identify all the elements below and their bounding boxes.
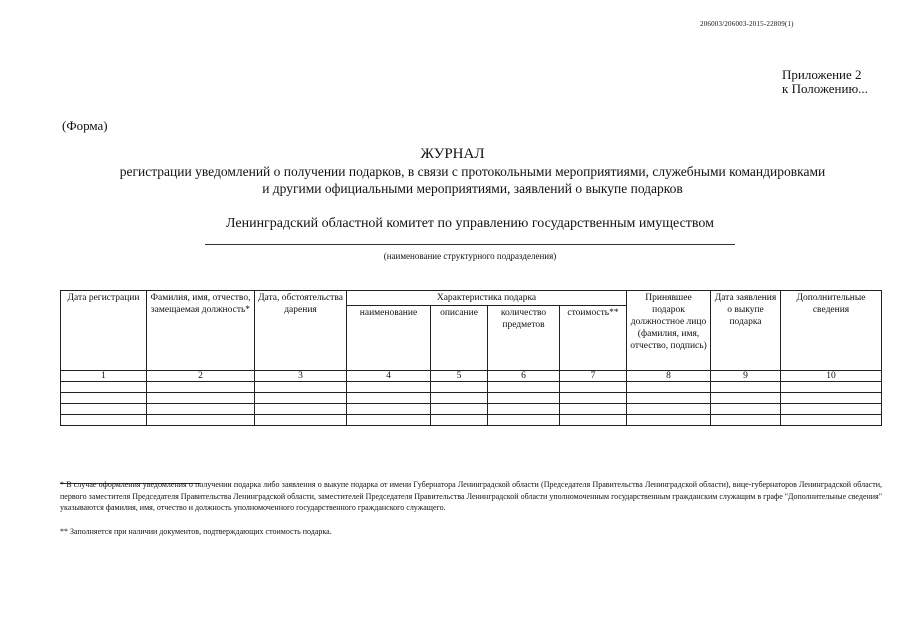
table-cell [347,382,431,393]
column-number: 1 [61,371,147,382]
table-cell [560,404,627,415]
table-cell [488,382,560,393]
column-number: 6 [488,371,560,382]
column-number: 10 [781,371,882,382]
table-cell [627,404,711,415]
header-gift-value: стоимость** [560,306,627,371]
appendix-line-1: Приложение 2 [782,67,862,82]
registration-table [60,290,882,426]
table-row [61,415,882,426]
column-number-row [61,371,882,382]
header-receiving-official: Принявшее подарок должностное лицо (фамилия, имя, отчество, подпись) [627,291,711,371]
organization-name: Ленинградский областной комитет по управлению государственным имуществом [225,216,715,231]
table-header-row [61,291,882,306]
appendix-reference [782,68,868,96]
header-gift-quantity: количество предметов [488,306,560,371]
journal-subtitle [40,163,905,197]
column-number: 9 [711,371,781,382]
table-row [61,382,882,393]
column-number: 2 [147,371,255,382]
table-cell [147,415,255,426]
table-cell [781,404,882,415]
table-cell [431,393,488,404]
table-cell [781,415,882,426]
header-gift-name: наименование [347,306,431,371]
header-additional-info: Дополнительные сведения [781,291,882,371]
table-cell [255,404,347,415]
journal-title: ЖУРНАЛ [420,146,485,162]
footnote-2: ** Заполняется при наличии документов, подтверждающих стоимость подарка. [60,527,332,536]
table-cell [781,393,882,404]
table-row [61,393,882,404]
header-registration-date: Дата регистрации [61,291,147,371]
organization-underline [205,244,735,245]
table-cell [560,393,627,404]
table-cell [488,393,560,404]
table-cell [147,404,255,415]
table-cell [61,393,147,404]
table-row [61,404,882,415]
table-cell [431,404,488,415]
table-cell [255,415,347,426]
table-cell [431,415,488,426]
subtitle-line-1: регистрации уведомлений о получении подарков, в связи с протокольными мероприятиями, служебными командировками [119,164,826,179]
document-id: 206003/206003-2015-22809(1) [700,20,794,28]
table-cell [347,415,431,426]
appendix-line-2: к Положению... [782,81,868,96]
header-gift-description: описание [431,306,488,371]
header-gift-date-circumstances: Дата, обстоятельства дарения [255,291,347,371]
table-cell [347,404,431,415]
table-cell [488,415,560,426]
table-cell [711,404,781,415]
table-cell [627,382,711,393]
header-full-name-position: Фамилия, имя, отчество, замещаемая должность* [147,291,255,371]
column-number: 7 [560,371,627,382]
table-cell [61,415,147,426]
table-cell [711,382,781,393]
organization-caption: (наименование структурного подразделения) [383,251,557,261]
table-cell [61,382,147,393]
table-cell [560,415,627,426]
header-buyout-application-date: Дата заявления о выкупе подарка [711,291,781,371]
table-cell [147,393,255,404]
column-number: 5 [431,371,488,382]
table-cell [781,382,882,393]
table-cell [711,415,781,426]
column-number: 4 [347,371,431,382]
table-cell [560,382,627,393]
table-cell [61,404,147,415]
table-cell [627,415,711,426]
subtitle-line-2: и другими официальными мероприятиями, заявлений о выкупе подарков [262,181,683,196]
table-cell [147,382,255,393]
table-cell [711,393,781,404]
column-number: 3 [255,371,347,382]
table-cell [255,393,347,404]
header-gift-characteristics: Характеристика подарка [347,291,627,306]
table-cell [255,382,347,393]
table-cell [347,393,431,404]
form-label: (Форма) [62,118,108,133]
table-cell [488,404,560,415]
column-number: 8 [627,371,711,382]
table-cell [431,382,488,393]
table-cell [627,393,711,404]
footnote-1: * В случае оформления уведомления о получении подарка либо заявления о выкупе подарка от имени Губернатора Ленинградской области (Председателя Правительства Ленинградской области), вице-губернаторов Ленинградской области, первого заместителя Председателя Правительства Ленинградской области, заместителей Председателя Правительства Ленинградской области уполномоченным государственным гражданским служащим в графе "Дополнительные сведения" указываются фамилия, имя, отчество и должность уполномоченного государственного гражданского служащего. [60,480,882,512]
